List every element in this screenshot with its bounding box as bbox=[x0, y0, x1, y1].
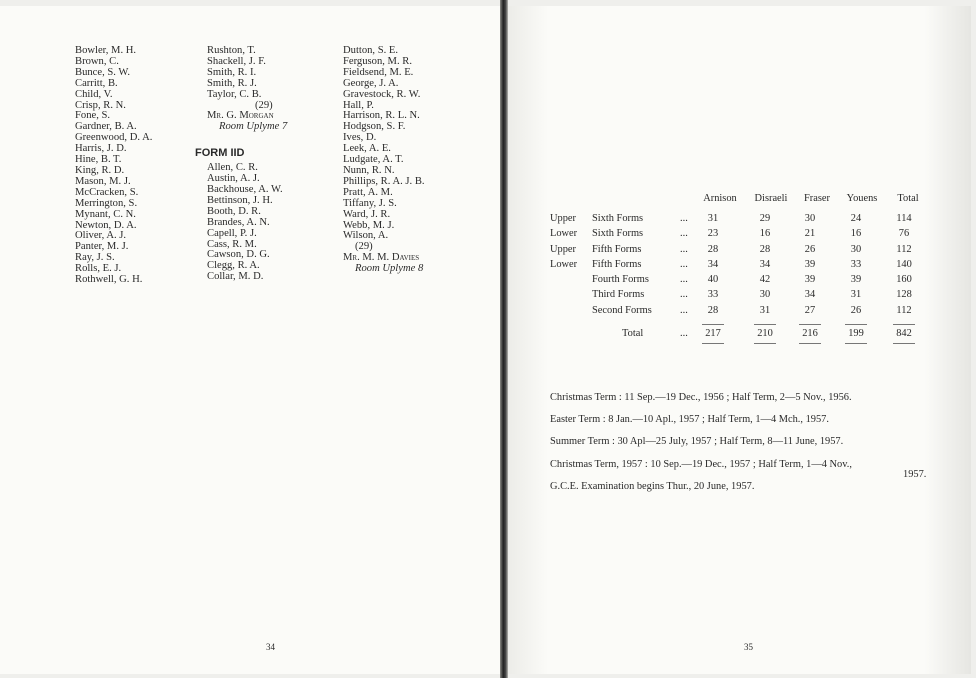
student-name: Hine, B. T. bbox=[75, 154, 122, 166]
table-cell: 24 bbox=[850, 213, 862, 224]
total-cell: 216 bbox=[802, 328, 818, 340]
form-heading: FORM IID bbox=[195, 147, 245, 160]
table-cell: 76 bbox=[898, 228, 910, 240]
table-cell: 31 bbox=[707, 213, 719, 224]
table-cell: 23 bbox=[707, 228, 719, 240]
form-room: Room Uplyme 8 bbox=[355, 263, 424, 275]
student-name: Mason, M. J. bbox=[75, 175, 131, 187]
name-column-2 bbox=[195, 45, 288, 283]
page-number: 35 bbox=[744, 642, 753, 652]
table-cell: 28 bbox=[759, 243, 771, 255]
table-cell: 26 bbox=[804, 243, 816, 255]
student-name: Oliver, A. J. bbox=[75, 230, 127, 242]
term-date-line: Christmas Term : 11 Sep.—19 Dec., 1956 ; Half Term, 2—5 Nov., 1956. bbox=[550, 392, 852, 403]
table-cell: 21 bbox=[804, 228, 816, 240]
student-name: Harris, J. D. bbox=[75, 143, 127, 155]
student-name: Booth, D. R. bbox=[207, 205, 261, 217]
table-cell: 140 bbox=[896, 258, 912, 270]
column-header: Disraeli bbox=[754, 193, 788, 204]
total-label: Total bbox=[622, 328, 644, 340]
column-header: Total bbox=[897, 193, 919, 204]
student-name: Crisp, R. N. bbox=[75, 99, 126, 111]
table-cell: 128 bbox=[896, 289, 912, 301]
student-name: Mynant, C. N. bbox=[75, 208, 136, 220]
student-name: Ives, D. bbox=[343, 132, 377, 144]
student-name: Child, V. bbox=[75, 88, 113, 100]
row-label: Lower Sixth Forms bbox=[550, 228, 644, 240]
table-cell: 28 bbox=[707, 243, 719, 255]
student-name: Bettinson, J. H. bbox=[207, 194, 273, 206]
right-page: Arnison Disraeli Fraser Youens Total Upper Sixth Forms ... 31 29 30 24 114 Lower Sixth Forms ... 23 16 21 16 76 Upper Fifth Forms ... 28 28 26 30 112 Lower Fifth Forms ... 34 34 39 33 140 Fourth Forms ... 40 42 39 39 160 Third Forms ... 33 30 34 31 128 Second Forms ... 28 31 27 26 112 Total ... 217 210 216 199 842 Christmas Term : 11 Sep.—19 Dec., 1956 ; Half Term, 2—5 Nov., 1956. Easter Term : 8 Jan.—10 Apl., 1957 ; Half Term, 1—4 Mch., 1957. Summer Term : 30 Apl—25 July, 1957 ; Half Term, 8—11 June, 1957. Christmas Term, 1957 : 10 Sep.—19 Dec., 1957 ; Half Term, 1—4 Nov., 1957. G.C.E. Examination begins Thur., 20 June, 1957. 35 bbox=[508, 6, 971, 674]
row-label: Upper Sixth Forms bbox=[550, 213, 644, 224]
student-name: Ferguson, M. R. bbox=[343, 55, 412, 67]
form-master: Mr. G. Morgan bbox=[207, 110, 274, 122]
student-name: Allen, C. R. bbox=[207, 162, 258, 174]
term-date-line: Summer Term : 30 Apl—25 July, 1957 ; Half Term, 8—11 June, 1957. bbox=[550, 436, 844, 447]
student-name: Dutton, S. E. bbox=[343, 45, 399, 56]
student-name: Gardner, B. A. bbox=[75, 121, 137, 133]
student-name: Shackell, J. F. bbox=[207, 55, 266, 67]
student-name: Fieldsend, M. E. bbox=[343, 66, 414, 78]
page-number: 34 bbox=[266, 642, 275, 652]
table-cell: 34 bbox=[707, 258, 719, 270]
student-name: Fone, S. bbox=[75, 110, 111, 122]
row-label: Upper Fifth Forms bbox=[550, 243, 642, 255]
table-cell: 28 bbox=[707, 304, 719, 316]
form-room: Room Uplyme 7 bbox=[219, 121, 288, 133]
student-name: Leek, A. E. bbox=[343, 143, 391, 155]
term-date-line: Easter Term : 8 Jan.—10 Apl., 1957 ; Half Term, 1—4 Mch., 1957. bbox=[550, 414, 829, 425]
student-name: Backhouse, A. W. bbox=[207, 183, 283, 195]
table-cell: 40 bbox=[707, 274, 719, 286]
student-name: Clegg, R. A. bbox=[207, 260, 260, 272]
table-cell: 114 bbox=[896, 213, 912, 224]
student-name: Cass, R. M. bbox=[207, 238, 257, 250]
column-header: Fraser bbox=[804, 193, 830, 204]
row-label: Third Forms bbox=[592, 289, 645, 301]
student-name: Phillips, R. A. J. B. bbox=[343, 175, 425, 187]
table-cell: 30 bbox=[759, 289, 771, 301]
student-name: Rushton, T. bbox=[207, 45, 256, 56]
student-name: Merrington, S. bbox=[75, 197, 138, 209]
student-name: Smith, R. J. bbox=[207, 77, 257, 89]
student-name: Capell, P. J. bbox=[207, 227, 257, 239]
term-date-line: G.C.E. Examination begins Thur., 20 June, 1957. bbox=[550, 481, 755, 492]
student-name: Pratt, A. M. bbox=[343, 186, 393, 198]
student-name: Greenwood, D. A. bbox=[75, 132, 153, 144]
table-cell: 33 bbox=[707, 289, 719, 301]
table-cell: 39 bbox=[804, 258, 816, 270]
student-name: Brown, C. bbox=[75, 55, 119, 67]
student-name: Carritt, B. bbox=[75, 77, 118, 89]
row-label: Lower Fifth Forms bbox=[550, 258, 642, 270]
student-name: Austin, A. J. bbox=[207, 173, 260, 185]
table-cell: 16 bbox=[850, 228, 862, 240]
student-name: Harrison, R. L. N. bbox=[343, 110, 420, 122]
table-cell: 112 bbox=[896, 304, 912, 316]
table-cell: 27 bbox=[804, 304, 816, 316]
student-name: Ludgate, A. T. bbox=[343, 154, 404, 166]
table-cell: 30 bbox=[804, 213, 816, 224]
table-cell: 39 bbox=[804, 274, 816, 286]
student-name: King, R. D. bbox=[75, 164, 125, 176]
form-master: Mr. M. M. Davies bbox=[343, 252, 420, 264]
row-label: Second Forms bbox=[592, 304, 652, 316]
term-date-continuation: 1957. bbox=[903, 469, 927, 480]
student-name: Gravestock, R. W. bbox=[343, 88, 421, 100]
student-name: Bunce, S. W. bbox=[75, 66, 131, 78]
student-name: McCracken, S. bbox=[75, 186, 139, 198]
total-cell: 842 bbox=[896, 328, 912, 340]
total-cell: 217 bbox=[705, 328, 721, 340]
student-name: Hall, P. bbox=[343, 99, 374, 111]
book-spine bbox=[500, 0, 508, 678]
name-column-3 bbox=[343, 46, 425, 275]
table-cell: 16 bbox=[759, 228, 771, 240]
form-count: (29) bbox=[355, 241, 373, 253]
column-header: Arnison bbox=[703, 193, 737, 204]
form-count: (29) bbox=[255, 99, 273, 111]
table-cell: 160 bbox=[896, 274, 912, 286]
student-name: Taylor, C. B. bbox=[207, 88, 262, 100]
table-cell: 31 bbox=[850, 289, 862, 301]
table-cell: 31 bbox=[759, 304, 771, 316]
table-cell: 26 bbox=[850, 304, 862, 316]
table-cell: 42 bbox=[759, 274, 771, 286]
student-name: Bowler, M. H. bbox=[75, 45, 137, 56]
student-name: Newton, D. A. bbox=[75, 219, 137, 231]
student-name: Nunn, R. N. bbox=[343, 164, 395, 176]
name-column-1 bbox=[75, 46, 152, 286]
student-name: Hodgson, S. F. bbox=[343, 121, 406, 133]
left-page bbox=[0, 6, 500, 674]
table-cell: 34 bbox=[759, 258, 771, 270]
student-name: Wilson, A. bbox=[343, 230, 389, 242]
column-header: Youens bbox=[846, 193, 878, 204]
term-date-line: Christmas Term, 1957 : 10 Sep.—19 Dec., 1957 ; Half Term, 1—4 Nov., bbox=[550, 459, 852, 470]
student-name: Smith, R. I. bbox=[207, 66, 257, 78]
student-name: Brandes, A. N. bbox=[207, 216, 270, 228]
table-cell: 39 bbox=[850, 274, 862, 286]
student-name: Rothwell, G. H. bbox=[75, 274, 143, 286]
table-cell: 33 bbox=[850, 258, 862, 270]
student-name: George, J. A. bbox=[343, 77, 399, 89]
student-name: Collar, M. D. bbox=[207, 271, 264, 283]
student-name: Panter, M. J. bbox=[75, 241, 129, 253]
student-name: Ray, J. S. bbox=[75, 252, 115, 264]
student-name: Tiffany, J. S. bbox=[343, 197, 397, 209]
row-label: Fourth Forms bbox=[592, 274, 649, 286]
table-cell: 112 bbox=[896, 243, 912, 255]
student-name: Cawson, D. G. bbox=[207, 249, 270, 261]
total-cell: 199 bbox=[848, 328, 864, 340]
student-name: Ward, J. R. bbox=[343, 208, 391, 220]
table-cell: 30 bbox=[850, 243, 862, 255]
total-cell: 210 bbox=[757, 328, 773, 340]
student-name: Rolls, E. J. bbox=[75, 263, 122, 275]
table-cell: 34 bbox=[804, 289, 816, 301]
student-name: Webb, M. J. bbox=[343, 219, 395, 231]
table-cell: 29 bbox=[759, 213, 771, 224]
